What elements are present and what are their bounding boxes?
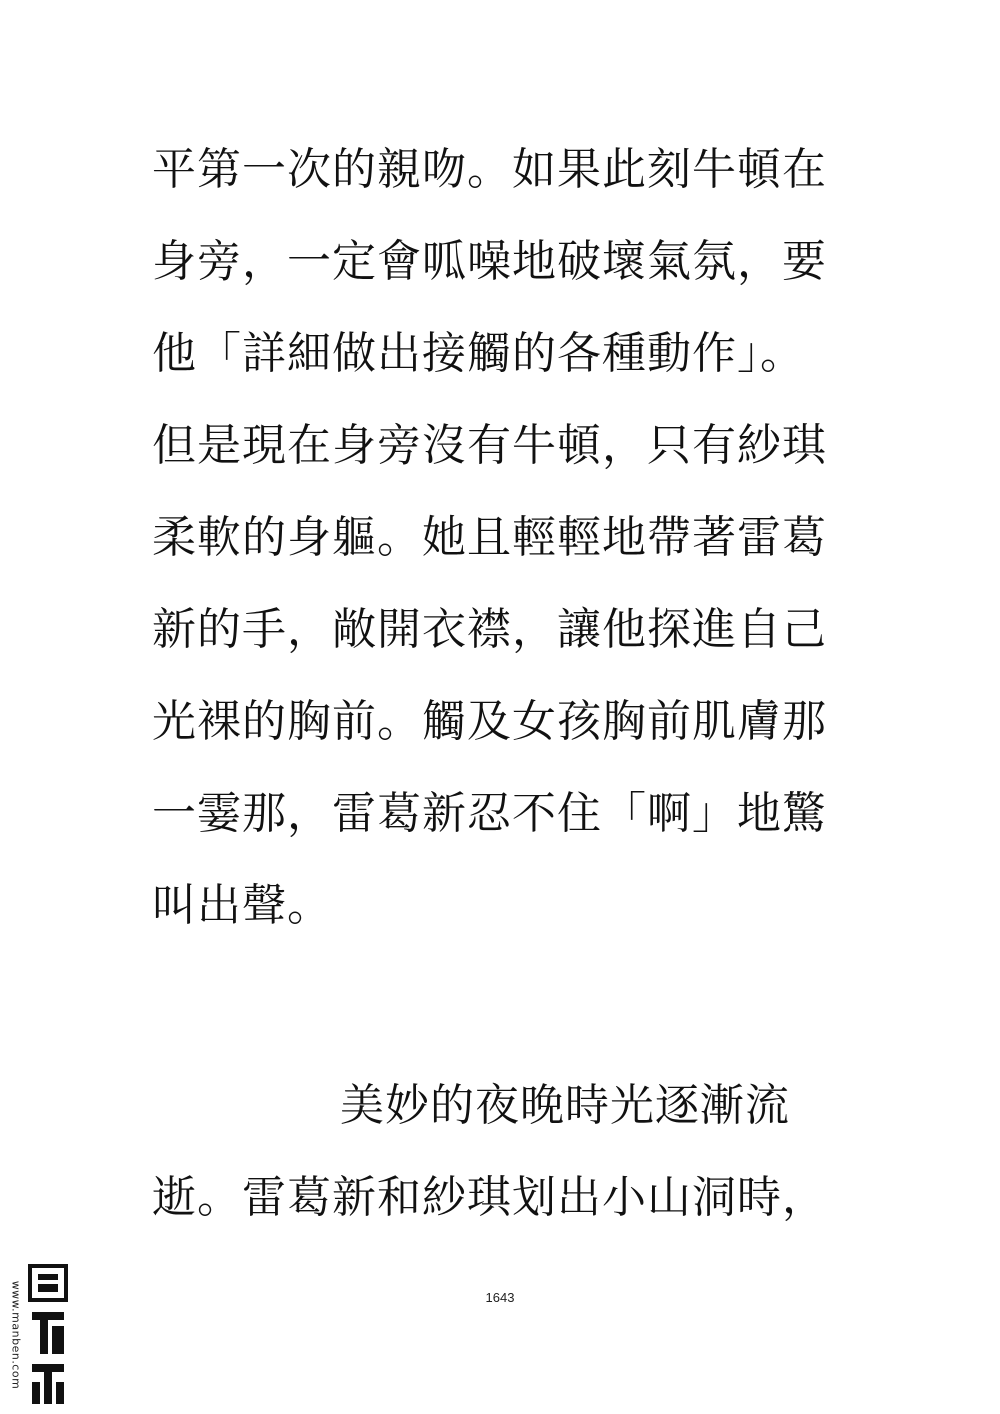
text-line-9: 叫出聲。 <box>152 880 332 931</box>
watermark <box>8 1262 68 1408</box>
text-line-10: 美妙的夜晚時光逐漸流 <box>340 1080 790 1131</box>
text-line-7: 光裸的胸前。觸及女孩胸前肌膚那 <box>152 696 827 747</box>
text-line-1: 平第一次的親吻。如果此刻牛頓在 <box>152 144 827 195</box>
text-line-11: 逝。雷葛新和紗琪划出小山洞時， <box>152 1172 827 1223</box>
page-number: 1643 <box>485 1290 515 1305</box>
text-line-2: 身旁，一定會呱噪地破壞氣氛，要 <box>152 236 827 287</box>
watermark-url <box>8 1262 24 1408</box>
text-line-8: 一霎那，雷葛新忍不住「啊」地驚 <box>152 788 827 839</box>
text-line-3: 他「詳細做出接觸的各種動作」。 <box>152 328 805 379</box>
manben-logo-icon <box>28 1264 68 1406</box>
watermark-url-text: www.manben.com <box>9 1280 23 1390</box>
text-line-5: 柔軟的身軀。她且輕輕地帶著雷葛 <box>152 512 827 563</box>
text-line-4: 但是現在身旁沒有牛頓，只有紗琪 <box>152 420 827 471</box>
text-line-6: 新的手，敞開衣襟，讓他探進自己 <box>152 604 827 655</box>
